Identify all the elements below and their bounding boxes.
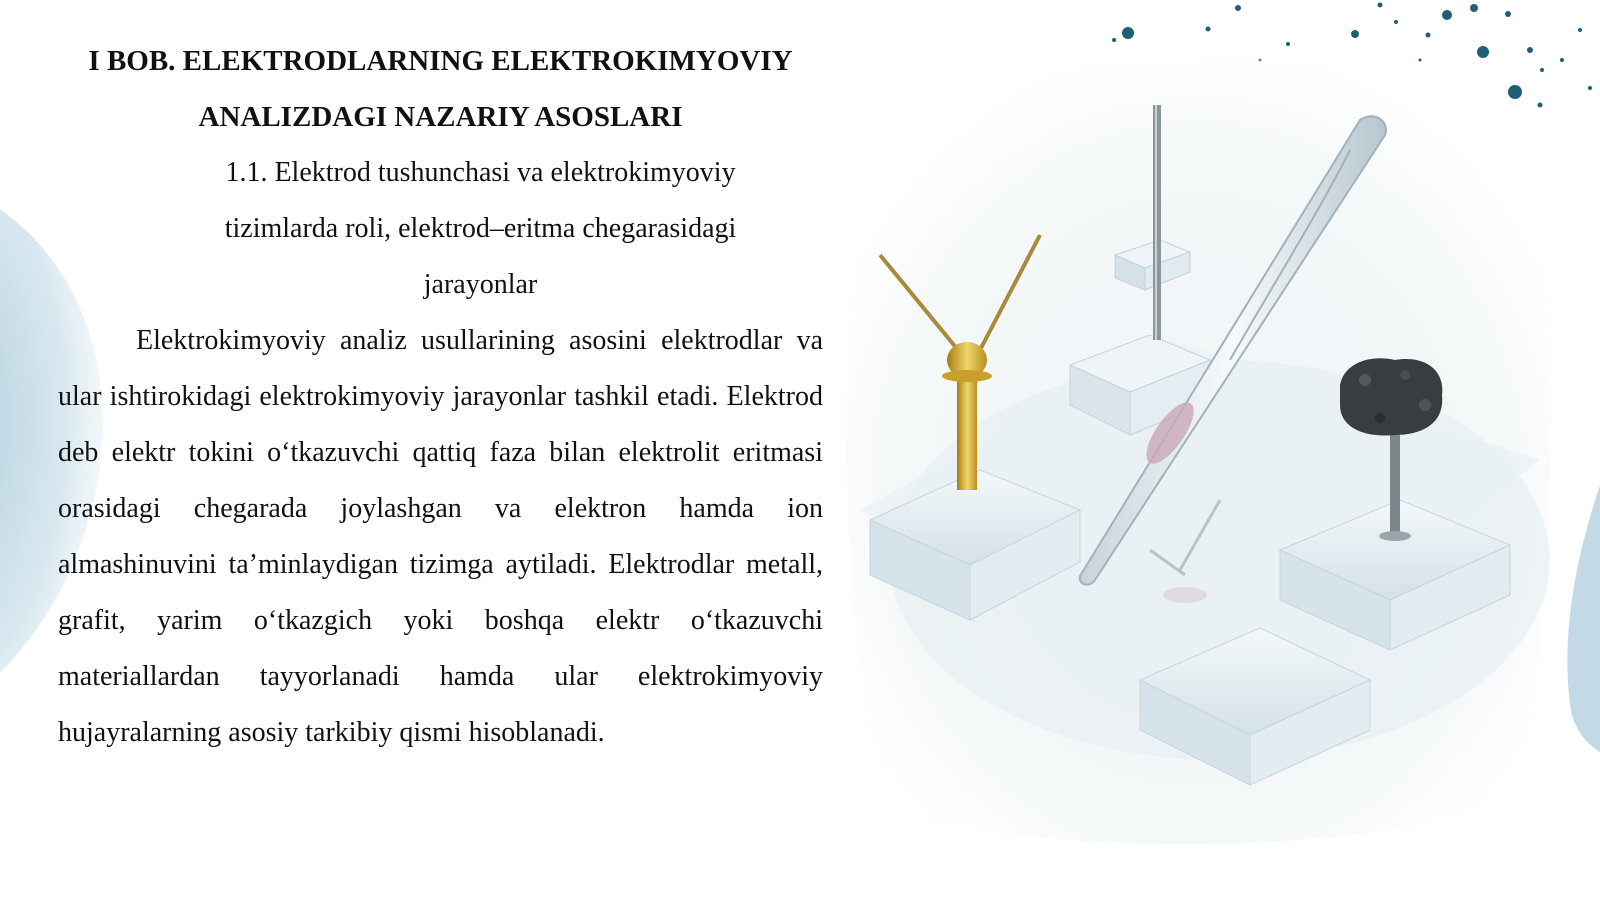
watercolor-wash-right	[1560, 485, 1600, 765]
body-paragraph: Elektrokimyoviy analiz usullarining asosini elektrodlar va ular ishtirokidagi elektrokimyoviy jarayonlar tashkil etadi. Elektrod deb elektr tokini o‘tkazuvchi qattiq faza bilan elektrolit eritmasi orasidagi chegarada joylashgan va elektron hamda ion almashinuvini ta’minlaydigan tizimga aytiladi. Elektrodlar metall, grafit, yarim o‘tkazgich yoki boshqa elektr o‘tkazuvchi materiallardan tayyorlanadi hamda ular elektrokimyoviy hujayralarning asosiy tarkibiy qismi hisoblanadi.	[58, 325, 823, 748]
electrodes-illustration	[840, 40, 1560, 860]
section-title: 1.1. Elektrod tushunchasi va elektrokimyoviy tizimlarda roli, elektrod–eritma chegarasidagi jarayonlar	[224, 157, 737, 300]
text-block	[58, 33, 823, 761]
chapter-title: I BOB. ELEKTRODLARNING ELEKTROKIMYOVIY ANALIZDAGI NAZARIY ASOSLARI	[88, 45, 793, 133]
